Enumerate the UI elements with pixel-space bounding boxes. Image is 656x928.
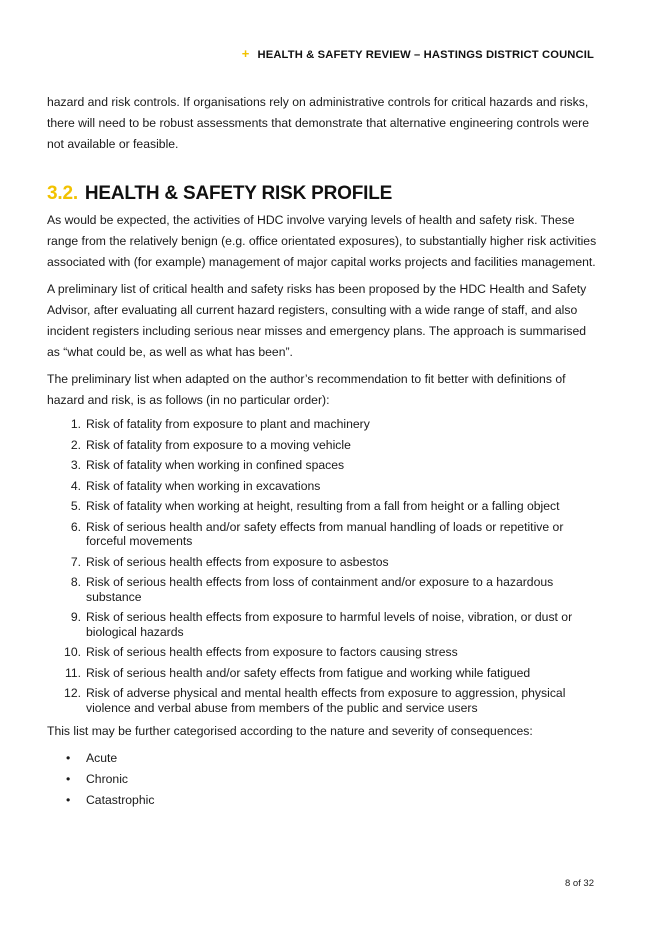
header-title: HEALTH & SAFETY REVIEW – HASTINGS DISTRICT COUNCIL [257,49,594,61]
list-item [47,479,599,494]
paragraph: The preliminary list when adapted on the author’s recommendation to fit better with definitions of hazard and risk, is as follows (in no particular order): [47,372,566,407]
list-item [47,575,599,604]
list-text: Risk of serious health effects from loss of containment and/or exposure to a hazardous substance [86,575,554,604]
section-number: 3.2. [47,183,78,204]
section-title: HEALTH & SAFETY RISK PROFILE [84,183,393,204]
list-text: Risk of fatality when working in excavations [86,478,321,493]
list-text: Risk of fatality when working at height, resulting from a fall from height or a falling object [86,499,560,513]
list-item [47,458,599,473]
list-text: Risk of serious health effects from exposure to harmful levels of noise, vibration, or dust or biological hazards [86,610,573,639]
paragraph: As would be expected, the activities of HDC involve varying levels of health and safety risk. These range from the relatively benign (e.g. office orientated exposures), to substantially higher risk activities associated with (for example) management of major capital works projects and facilities management. [47,213,597,269]
list-text: Risk of fatality from exposure to plant and machinery [86,417,370,431]
list-item [47,645,599,660]
list-number: 7. [70,554,81,569]
list-number: 4. [70,478,81,493]
list-item [47,499,599,514]
list-text: Risk of fatality when working in confined spaces [86,458,345,472]
list-item [47,520,599,549]
list-text: Risk of serious health effects from exposure to asbestos [86,554,389,569]
list-text: Acute [86,751,118,765]
list-item [47,769,599,790]
plus-icon: + [241,46,250,61]
list-number: 8. [70,575,81,589]
list-number: 5. [70,499,81,513]
list-item [47,790,599,811]
list-item [47,748,599,769]
list-text: Risk of adverse physical and mental health effects from exposure to aggression, physical violence and verbal abuse from members of the public and service users [86,686,566,715]
list-text: Catastrophic [86,793,155,807]
list-number: 9. [70,610,81,624]
list-item [47,555,599,570]
list-number: 11. [64,665,81,680]
page-number: 8 of 32 [564,878,594,889]
page-header [242,46,594,61]
list-number: 12. [64,686,81,700]
list-number: 3. [70,458,81,472]
list-text: Risk of fatality from exposure to a moving vehicle [86,437,351,452]
categorise-paragraph: This list may be further categorised according to the nature and severity of consequences: [47,724,533,738]
paragraph: A preliminary list of critical health and safety risks has been proposed by the HDC Health and Safety Advisor, after evaluating all current hazard registers, consulting with a wide range of staff, and also incident registers including serious near misses and emergency plans. The approach is summarised as “what could be, as well as what has been”. [47,282,587,359]
list-text: Risk of serious health and/or safety effects from manual handling of loads or repetitive or forceful movements [86,519,564,548]
bullet-icon: • [66,772,71,786]
section-heading [47,180,599,208]
document-body [47,92,599,811]
intro-paragraph: hazard and risk controls. If organisations rely on administrative controls for critical hazards and risks, there will need to be robust assessments that demonstrate that alternative engineering controls were not available or feasible. [47,95,589,151]
list-number: 2. [70,437,81,452]
list-item [47,686,599,715]
list-number: 10. [64,645,81,659]
list-text: Risk of serious health effects from exposure to factors causing stress [86,645,458,659]
risk-list [47,417,599,715]
category-list [47,748,599,811]
list-item [47,610,599,639]
list-item [47,417,599,432]
list-text: Chronic [86,772,128,786]
bullet-icon: • [66,793,71,807]
list-text: Risk of serious health and/or safety effects from fatigue and working while fatigued [86,665,531,680]
list-number: 6. [70,519,81,534]
list-number: 1. [70,417,81,431]
list-item [47,438,599,453]
bullet-icon: • [66,751,71,765]
list-item [47,666,599,681]
